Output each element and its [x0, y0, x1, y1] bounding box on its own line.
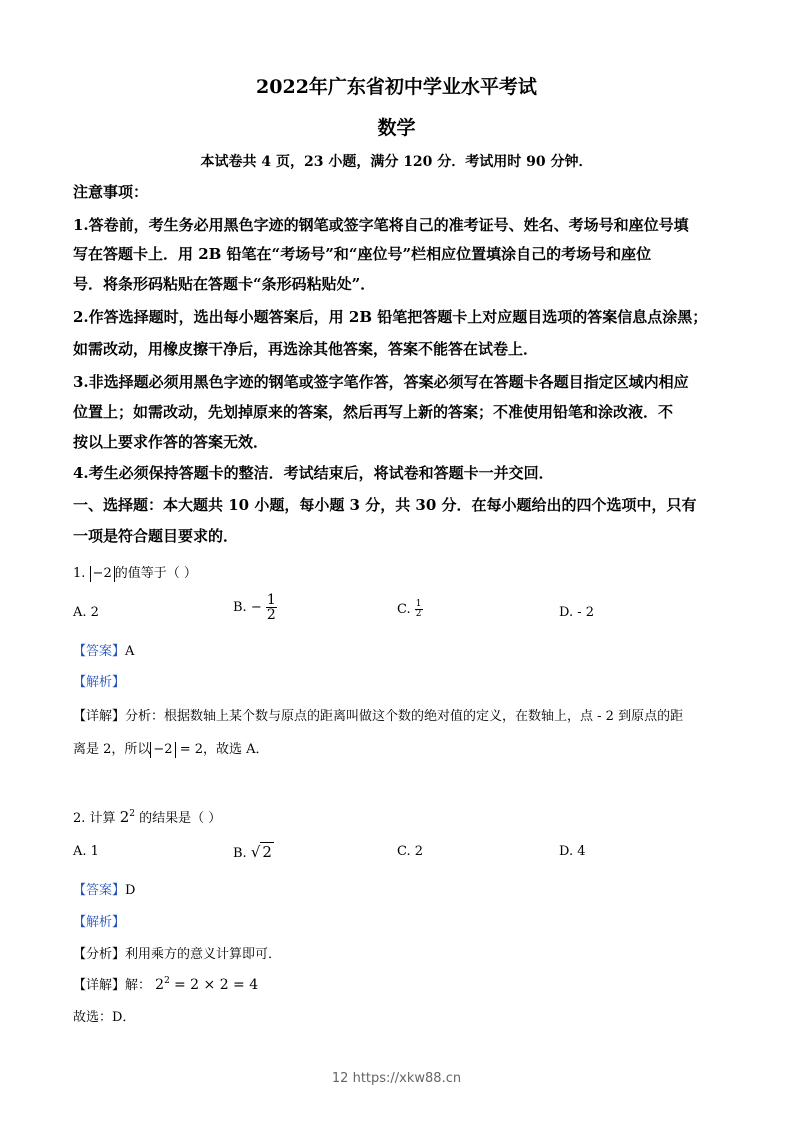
answer-tag: 【答案】	[73, 644, 126, 659]
option-c-label: C.	[397, 602, 411, 617]
detail-text: 解：	[125, 978, 152, 993]
footer-url[interactable]: https://xkw88.cn	[352, 1071, 462, 1086]
fraction-denominator: 2	[266, 607, 276, 623]
page-footer	[0, 1071, 793, 1086]
subject-title: 数学	[377, 117, 416, 139]
option-b-label: B.	[233, 600, 247, 615]
page-number: 12	[331, 1071, 349, 1086]
detail-equation: = 2 × 2 = 4	[173, 977, 259, 993]
q1-option-c	[397, 600, 423, 619]
stem-text: 计算	[89, 811, 116, 826]
fraction-numerator: 1	[266, 592, 276, 608]
fenxi-tag: 【分析】	[73, 947, 126, 962]
paper-title: 2022年广东省初中学业水平考试	[256, 76, 537, 98]
minus-sign: −	[250, 600, 262, 615]
section-heading: 一、选择题：本大题共 10 小题，每小题 3 分，共 30 分．在每小题给出的四个选项中，只有	[73, 496, 697, 514]
notes-line: 如需改动，用橡皮擦干净后，再选涂其他答案，答案不能答在试卷上．	[73, 340, 539, 358]
q2-option-a: A. 1	[73, 844, 99, 859]
notes-line: 4.考生必须保持答题卡的整洁．考试结束后，将试卷和答题卡一并交回．	[73, 464, 554, 482]
notes-line: 写在答题卡上．用 2B 铅笔在“考场号”和“座位号”栏相应位置填涂自己的考场号和座位	[73, 245, 652, 263]
option-b-label: B.	[233, 846, 247, 861]
q1-option-d: D. - 2	[559, 605, 595, 620]
power-expr	[155, 977, 170, 993]
q2-conclusion: 故选：D．	[73, 1010, 136, 1025]
abs-value-expr: −2	[90, 566, 115, 582]
detail-text: 离是 2，所以	[73, 742, 151, 757]
detail-text: = 2，故选 A．	[179, 742, 269, 757]
notes-line: 1.答卷前，考生务必用黑色字迹的钢笔或签字笔将自己的准考证号、姓名、考场号和座位号填	[73, 216, 689, 234]
detail-tag: 【详解】	[73, 978, 126, 993]
detail-text: 分析：根据数轴上某个数与原点的距离叫做这个数的绝对值的定义，在数轴上，点 - 2 到原点的距	[125, 709, 684, 724]
q2-option-b	[233, 843, 274, 861]
notes-line: 号．将条形码粘贴在答题卡“条形码粘贴处”．	[73, 275, 376, 293]
q2-number: 2.	[73, 811, 86, 826]
fraction	[415, 600, 423, 619]
answer-value: D	[125, 883, 136, 898]
q2-option-d: D. 4	[559, 844, 586, 859]
answer-value: A	[125, 644, 135, 659]
q2-stem	[73, 807, 221, 826]
fenxi-text: 利用乘方的意义计算即可．	[125, 947, 282, 962]
power-base: 2	[155, 977, 165, 993]
notes-line: 位置上；如需改动，先划掉原来的答案，然后再写上新的答案；不准使用铅笔和涂改液．不	[73, 403, 674, 421]
detail-tag: 【详解】	[73, 709, 126, 724]
fraction-numerator: 1	[415, 599, 422, 609]
exam-info: 本试卷共 4 页，23 小题，满分 120 分．考试用时 90 分钟．	[200, 154, 593, 170]
q2-option-c: C. 2	[397, 844, 424, 859]
q1-detail-line	[73, 705, 683, 724]
q1-number: 1.	[73, 566, 86, 581]
section-heading-cont: 一项是符合题目要求的．	[73, 527, 239, 545]
notes-line: 3.非选择题必须用黑色字迹的钢笔或签字笔作答，答案必须写在答题卡各题目指定区域内相应	[73, 373, 689, 391]
power-expr	[120, 808, 135, 826]
stem-text: 的结果是（ ）	[139, 811, 222, 826]
q1-option-b	[233, 593, 277, 622]
q1-detail-line-2	[73, 738, 269, 758]
power-base: 2	[119, 808, 130, 826]
q1-answer	[73, 640, 134, 659]
q1-analysis-tag: 【解析】	[73, 675, 126, 690]
power-exponent: 2	[129, 809, 135, 819]
square-root: √ 2	[250, 843, 272, 861]
radicand: 2	[262, 843, 272, 861]
q1-stem	[73, 562, 197, 582]
q2-answer	[73, 879, 135, 898]
notes-heading: 注意事项：	[73, 183, 149, 201]
fraction-denominator: 2	[415, 609, 422, 619]
q2-fenxi	[73, 943, 281, 962]
notes-line: 按以上要求作答的答案无效．	[73, 433, 269, 451]
answer-tag: 【答案】	[73, 883, 126, 898]
q1-option-a: A. 2	[73, 605, 99, 620]
q1-stem-suffix: 的值等于（ ）	[114, 566, 197, 581]
notes-line: 2.作答选择题时，选出每小题答案后，用 2B 铅笔把答题卡上对应题目选项的答案信息点涂黑；	[73, 308, 708, 326]
q2-detail	[73, 974, 258, 993]
q2-analysis-tag: 【解析】	[73, 915, 126, 930]
power-exponent: 2	[164, 976, 170, 986]
abs-value-expr: −2	[150, 742, 175, 758]
fraction	[266, 593, 277, 622]
